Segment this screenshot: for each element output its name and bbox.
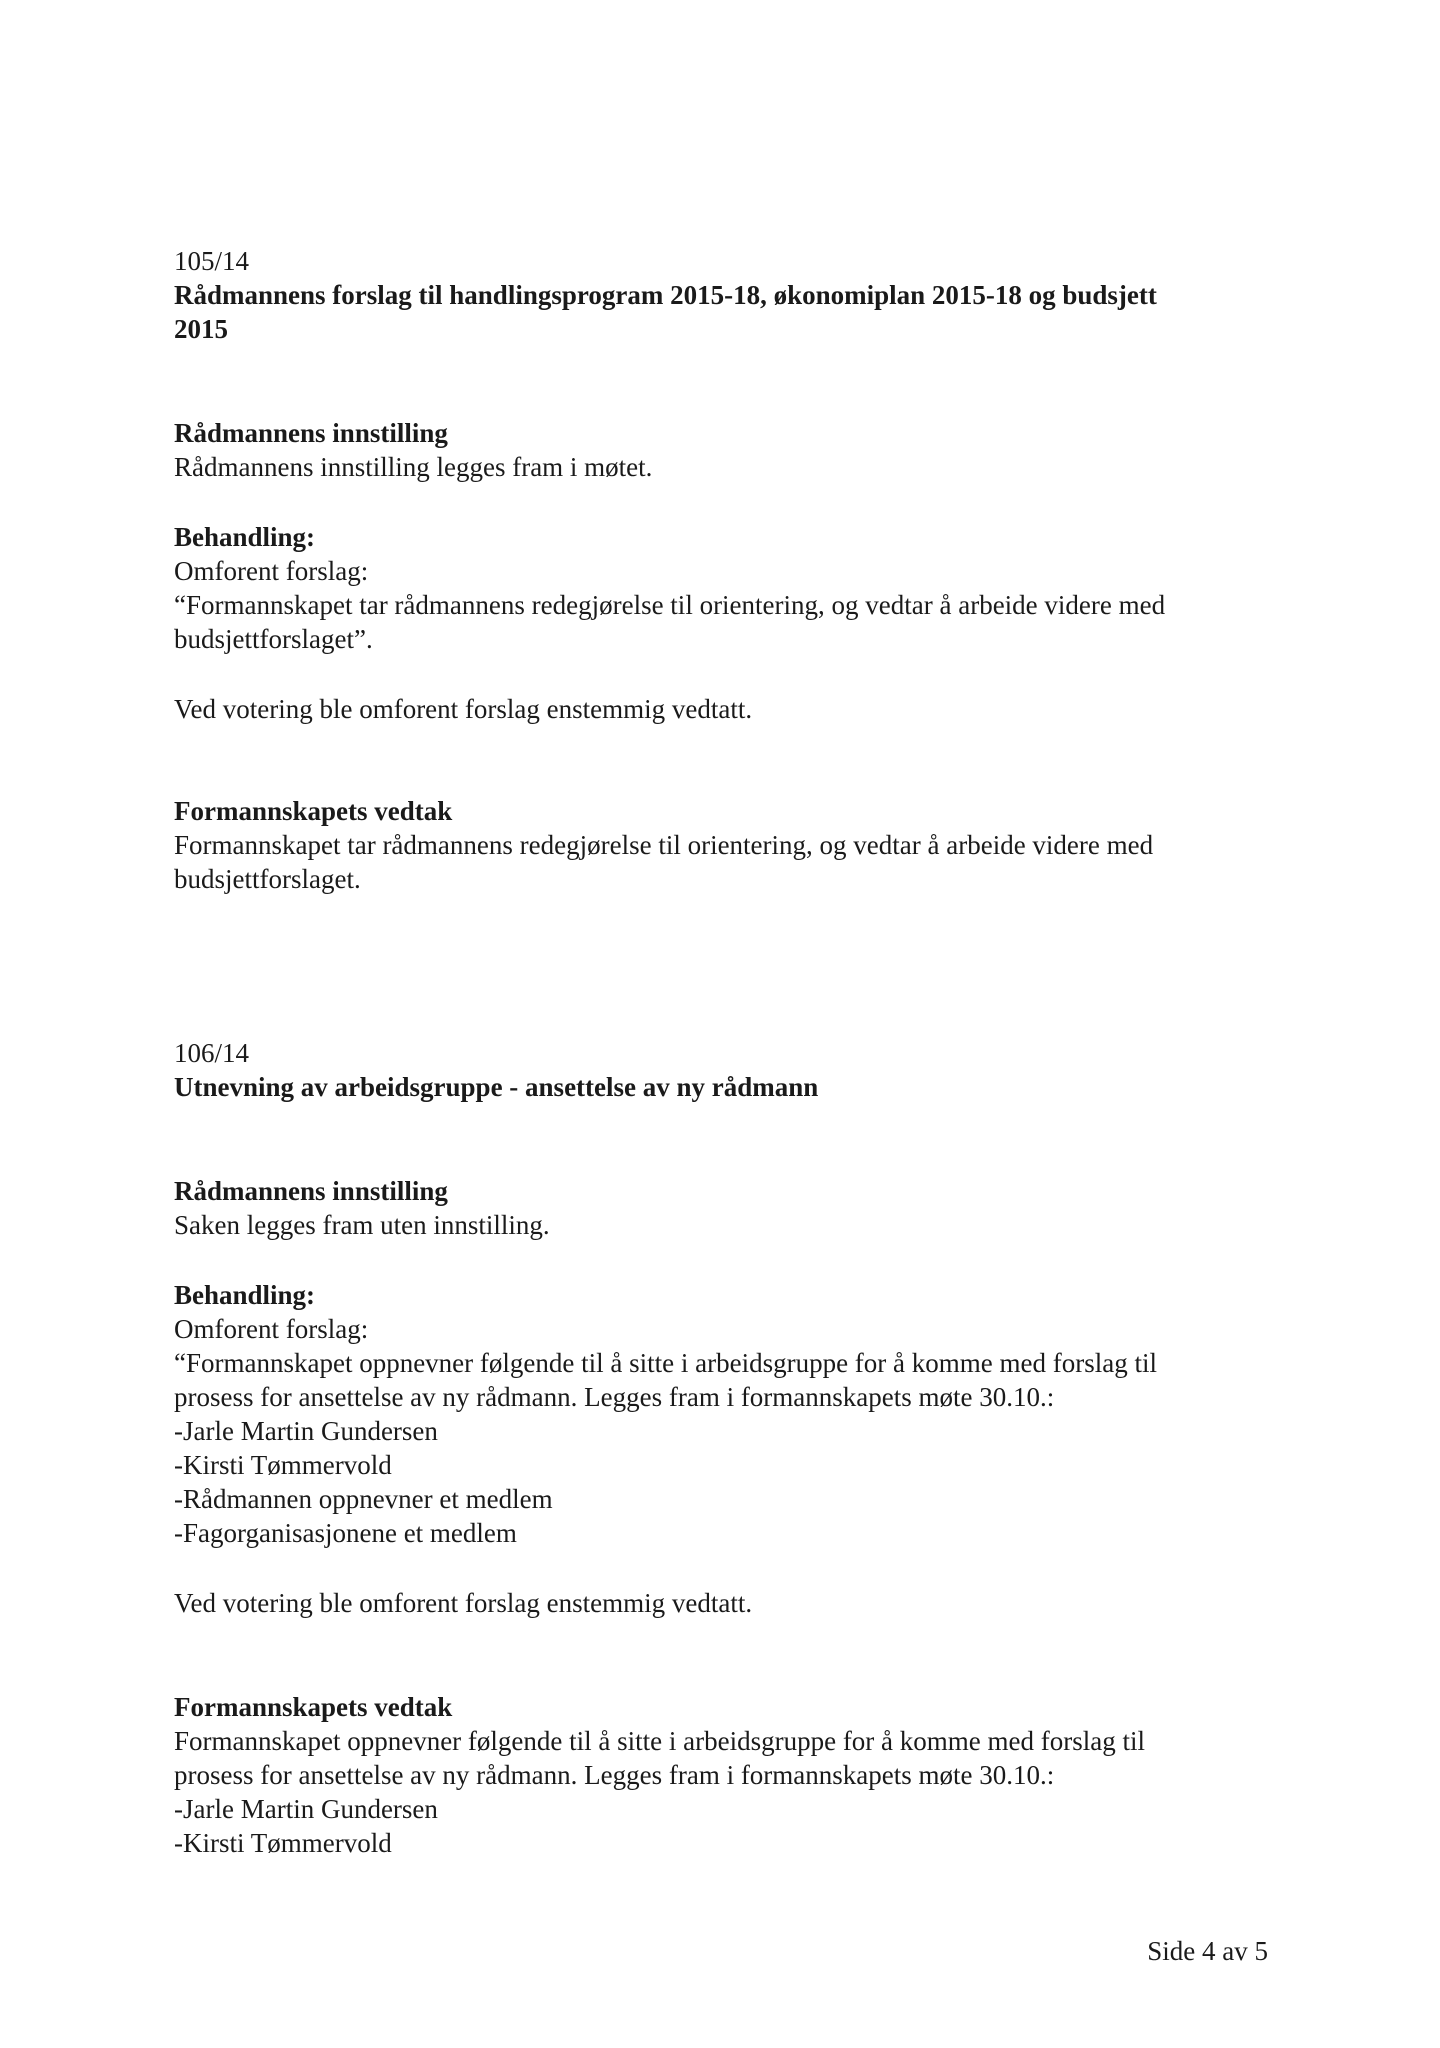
treatment-heading: Behandling:: [174, 1280, 316, 1310]
treatment-list-item: -Jarle Martin Gundersen: [174, 1416, 438, 1446]
vote-result: Ved votering ble omforent forslag enstemmig vedtatt.: [174, 694, 753, 724]
decision-text-line: Formannskapet tar rådmannens redegjørelse til orientering, og vedtar å arbeide videre med: [174, 830, 1154, 860]
decision-heading: Formannskapets vedtak: [174, 1692, 453, 1722]
treatment-list-item: -Fagorganisasjonene et medlem: [174, 1518, 517, 1548]
case-title-line: 2015: [174, 314, 228, 344]
decision-heading: Formannskapets vedtak: [174, 796, 453, 826]
decision-list-item: -Kirsti Tømmervold: [174, 1828, 392, 1858]
treatment-text-line: prosess for ansettelse av ny rådmann. Legges fram i formannskapets møte 30.10.:: [174, 1382, 1055, 1412]
recommendation-text: Saken legges fram uten innstilling.: [174, 1210, 550, 1240]
decision-list-item: -Jarle Martin Gundersen: [174, 1794, 438, 1824]
decision-text-line: Formannskapet oppnevner følgende til å sitte i arbeidsgruppe for å komme med forslag til: [174, 1726, 1145, 1756]
vote-result: Ved votering ble omforent forslag enstemmig vedtatt.: [174, 1588, 753, 1618]
treatment-text-line: Omforent forslag:: [174, 1314, 369, 1344]
treatment-list-item: -Rådmannen oppnevner et medlem: [174, 1484, 553, 1514]
decision-text-line: prosess for ansettelse av ny rådmann. Legges fram i formannskapets møte 30.10.:: [174, 1760, 1055, 1790]
treatment-heading: Behandling:: [174, 522, 316, 552]
case-title-line: Rådmannens forslag til handlingsprogram 2015-18, økonomiplan 2015-18 og budsjett: [174, 280, 1157, 310]
recommendation-heading: Rådmannens innstilling: [174, 418, 448, 448]
case-number: 106/14: [174, 1038, 250, 1068]
treatment-text-line: Omforent forslag:: [174, 556, 369, 586]
case-number: 105/14: [174, 246, 250, 276]
decision-text-line: budsjettforslaget.: [174, 864, 361, 894]
page-number: Side 4 av 5: [1147, 1936, 1268, 1966]
treatment-list-item: -Kirsti Tømmervold: [174, 1450, 392, 1480]
treatment-text-line: “Formannskapet oppnevner følgende til å sitte i arbeidsgruppe for å komme med forslag til: [174, 1348, 1157, 1378]
treatment-text-line: budsjettforslaget”.: [174, 624, 373, 654]
recommendation-text: Rådmannens innstilling legges fram i møtet.: [174, 452, 653, 482]
treatment-text-line: “Formannskapet tar rådmannens redegjørelse til orientering, og vedtar å arbeide videre med: [174, 590, 1166, 620]
recommendation-heading: Rådmannens innstilling: [174, 1176, 448, 1206]
case-title-line: Utnevning av arbeidsgruppe - ansettelse av ny rådmann: [174, 1072, 819, 1102]
